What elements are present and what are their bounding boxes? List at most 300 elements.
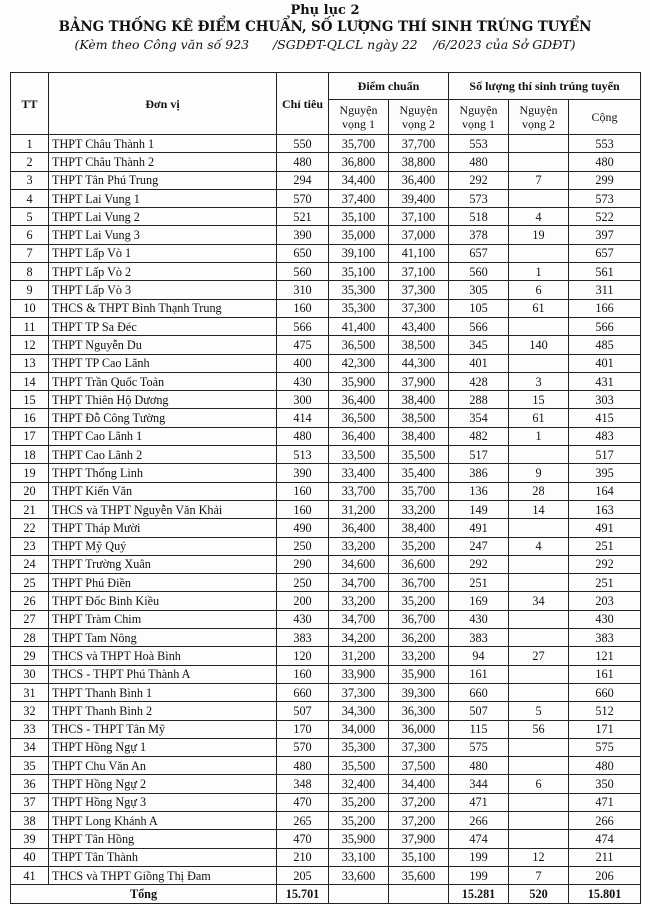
row-admitted-nv1: 199: [449, 866, 509, 884]
row-cutoff-nv2: 36,200: [389, 629, 449, 647]
row-total: 266: [569, 811, 641, 829]
col-header-quota: Chỉ tiêu: [277, 73, 329, 135]
row-unit: THPT Hồng Ngự 3: [49, 793, 277, 811]
row-total: 415: [569, 409, 641, 427]
row-cutoff-nv2: 37,100: [389, 263, 449, 281]
row-total: 573: [569, 189, 641, 207]
row-cutoff-nv1: 33,400: [329, 464, 389, 482]
row-total: 350: [569, 775, 641, 793]
row-admitted-nv2: 61: [509, 409, 569, 427]
row-admitted-nv1: 354: [449, 409, 509, 427]
row-quota: 400: [277, 354, 329, 372]
row-tt: 26: [11, 592, 49, 610]
row-total: 430: [569, 610, 641, 628]
row-quota: 205: [277, 866, 329, 884]
row-cutoff-nv1: 35,200: [329, 793, 389, 811]
row-quota: 160: [277, 482, 329, 500]
row-unit: THPT Lấp Vò 2: [49, 263, 277, 281]
row-cutoff-nv1: 35,300: [329, 738, 389, 756]
row-quota: 513: [277, 446, 329, 464]
row-tt: 36: [11, 775, 49, 793]
row-admitted-nv2: 1: [509, 427, 569, 445]
col-header-admitted-nv2: Nguyện vọng 2: [509, 100, 569, 135]
row-tt: 33: [11, 720, 49, 738]
row-cutoff-nv2: 33,200: [389, 500, 449, 518]
table-row: [11, 574, 641, 592]
table-row: [11, 757, 641, 775]
row-admitted-nv2: [509, 189, 569, 207]
row-cutoff-nv1: 35,100: [329, 208, 389, 226]
row-unit: THPT Châu Thành 1: [49, 135, 277, 153]
table-row: [11, 208, 641, 226]
row-unit: THPT Tam Nông: [49, 629, 277, 647]
row-cutoff-nv1: 39,100: [329, 244, 389, 262]
row-unit: THPT Tân Hồng: [49, 830, 277, 848]
row-tt: 2: [11, 153, 49, 171]
row-cutoff-nv2: 43,400: [389, 317, 449, 335]
row-quota: 160: [277, 500, 329, 518]
row-tt: 30: [11, 665, 49, 683]
row-quota: 290: [277, 555, 329, 573]
table-row: [11, 537, 641, 555]
row-total: 480: [569, 757, 641, 775]
row-unit: THPT Cao Lãnh 1: [49, 427, 277, 445]
row-tt: 16: [11, 409, 49, 427]
row-cutoff-nv2: 35,700: [389, 482, 449, 500]
table-row: [11, 446, 641, 464]
row-cutoff-nv2: 44,300: [389, 354, 449, 372]
row-tt: 14: [11, 372, 49, 390]
row-quota: 430: [277, 372, 329, 390]
row-quota: 383: [277, 629, 329, 647]
row-admitted-nv1: 94: [449, 647, 509, 665]
row-admitted-nv1: 169: [449, 592, 509, 610]
row-cutoff-nv2: 36,600: [389, 555, 449, 573]
row-admitted-nv1: 149: [449, 500, 509, 518]
row-cutoff-nv2: 37,300: [389, 281, 449, 299]
table-row: [11, 153, 641, 171]
row-total: 401: [569, 354, 641, 372]
row-admitted-nv2: 7: [509, 866, 569, 884]
row-quota: 430: [277, 610, 329, 628]
table-row: [11, 244, 641, 262]
row-admitted-nv1: 657: [449, 244, 509, 262]
row-quota: 650: [277, 244, 329, 262]
row-admitted-nv2: [509, 738, 569, 756]
row-total: 251: [569, 537, 641, 555]
row-cutoff-nv1: 35,700: [329, 135, 389, 153]
row-tt: 23: [11, 537, 49, 555]
row-cutoff-nv2: 35,500: [389, 446, 449, 464]
row-cutoff-nv2: 36,300: [389, 702, 449, 720]
row-total: 383: [569, 629, 641, 647]
row-cutoff-nv2: 35,600: [389, 866, 449, 884]
row-admitted-nv1: 480: [449, 757, 509, 775]
row-tt: 20: [11, 482, 49, 500]
row-admitted-nv2: [509, 244, 569, 262]
table-row: [11, 336, 641, 354]
row-quota: 507: [277, 702, 329, 720]
row-tt: 10: [11, 299, 49, 317]
row-cutoff-nv1: 37,400: [329, 189, 389, 207]
row-unit: THPT Chu Văn An: [49, 757, 277, 775]
row-unit: THPT Tân Phú Trung: [49, 171, 277, 189]
row-unit: THPT Tháp Mười: [49, 519, 277, 537]
totals-label: Tổng: [11, 885, 277, 904]
row-tt: 19: [11, 464, 49, 482]
row-admitted-nv1: 251: [449, 574, 509, 592]
row-tt: 40: [11, 848, 49, 866]
row-total: 561: [569, 263, 641, 281]
row-cutoff-nv2: 37,200: [389, 811, 449, 829]
table-row: [11, 555, 641, 573]
row-cutoff-nv1: 34,300: [329, 702, 389, 720]
row-cutoff-nv1: 36,400: [329, 391, 389, 409]
row-unit: THPT Đốc Binh Kiều: [49, 592, 277, 610]
row-total: 163: [569, 500, 641, 518]
row-tt: 17: [11, 427, 49, 445]
row-admitted-nv2: [509, 830, 569, 848]
row-admitted-nv1: 471: [449, 793, 509, 811]
table-row: [11, 683, 641, 701]
row-total: 206: [569, 866, 641, 884]
table-row: [11, 848, 641, 866]
row-total: 397: [569, 226, 641, 244]
row-tt: 6: [11, 226, 49, 244]
table-row: [11, 464, 641, 482]
row-quota: 470: [277, 830, 329, 848]
row-quota: 660: [277, 683, 329, 701]
row-admitted-nv2: 6: [509, 775, 569, 793]
row-tt: 7: [11, 244, 49, 262]
row-unit: THPT Thanh Bình 2: [49, 702, 277, 720]
row-admitted-nv2: 56: [509, 720, 569, 738]
table-row: [11, 500, 641, 518]
row-quota: 210: [277, 848, 329, 866]
row-admitted-nv2: [509, 446, 569, 464]
row-admitted-nv1: 305: [449, 281, 509, 299]
row-admitted-nv1: 247: [449, 537, 509, 555]
row-tt: 13: [11, 354, 49, 372]
row-total: 566: [569, 317, 641, 335]
row-unit: THPT Hồng Ngự 1: [49, 738, 277, 756]
row-cutoff-nv1: 34,700: [329, 574, 389, 592]
row-admitted-nv1: 292: [449, 555, 509, 573]
row-tt: 37: [11, 793, 49, 811]
appendix-label: Phụ lục 2: [290, 3, 360, 18]
row-admitted-nv2: 19: [509, 226, 569, 244]
row-admitted-nv2: 4: [509, 208, 569, 226]
row-cutoff-nv1: 31,200: [329, 647, 389, 665]
row-tt: 39: [11, 830, 49, 848]
row-cutoff-nv2: 37,200: [389, 793, 449, 811]
col-header-tt: TT: [11, 73, 49, 135]
row-tt: 41: [11, 866, 49, 884]
row-total: 491: [569, 519, 641, 537]
row-total: 431: [569, 372, 641, 390]
table-row: [11, 372, 641, 390]
table-row: [11, 299, 641, 317]
table-row: [11, 135, 641, 153]
table-row: [11, 519, 641, 537]
row-cutoff-nv2: 38,500: [389, 409, 449, 427]
row-unit: THPT Kiến Văn: [49, 482, 277, 500]
row-admitted-nv2: 7: [509, 171, 569, 189]
table-row: [11, 775, 641, 793]
row-quota: 348: [277, 775, 329, 793]
row-tt: 38: [11, 811, 49, 829]
row-cutoff-nv1: 42,300: [329, 354, 389, 372]
row-admitted-nv2: [509, 574, 569, 592]
admission-table: [10, 72, 641, 904]
row-cutoff-nv1: 35,900: [329, 830, 389, 848]
row-cutoff-nv2: 36,400: [389, 171, 449, 189]
row-admitted-nv2: [509, 793, 569, 811]
row-admitted-nv1: 288: [449, 391, 509, 409]
totals-quota: 15.701: [277, 885, 329, 904]
row-cutoff-nv2: 38,800: [389, 153, 449, 171]
row-cutoff-nv2: 37,900: [389, 830, 449, 848]
row-cutoff-nv1: 35,100: [329, 263, 389, 281]
table-row: [11, 720, 641, 738]
row-admitted-nv2: [509, 317, 569, 335]
row-unit: THPT Trường Xuân: [49, 555, 277, 573]
row-quota: 250: [277, 537, 329, 555]
table-row: [11, 738, 641, 756]
row-admitted-nv2: [509, 153, 569, 171]
row-quota: 550: [277, 135, 329, 153]
row-tt: 25: [11, 574, 49, 592]
totals-row: [11, 885, 641, 904]
row-tt: 22: [11, 519, 49, 537]
row-cutoff-nv1: 36,800: [329, 153, 389, 171]
row-quota: 160: [277, 665, 329, 683]
totals-empty-2: [389, 885, 449, 904]
table-row: [11, 427, 641, 445]
table-row: [11, 830, 641, 848]
row-total: 395: [569, 464, 641, 482]
row-quota: 294: [277, 171, 329, 189]
col-header-cutoff: Điểm chuẩn: [329, 73, 449, 100]
row-tt: 15: [11, 391, 49, 409]
row-admitted-nv2: 1: [509, 263, 569, 281]
row-unit: THPT Lai Vung 3: [49, 226, 277, 244]
document-title: BẢNG THỐNG KÊ ĐIỂM CHUẨN, SỐ LƯỢNG THÍ SINH TRÚNG TUYỂN: [58, 19, 592, 35]
row-quota: 560: [277, 263, 329, 281]
table-row: [11, 263, 641, 281]
row-admitted-nv2: 4: [509, 537, 569, 555]
totals-nv2: 520: [509, 885, 569, 904]
row-admitted-nv1: 292: [449, 171, 509, 189]
row-unit: THPT TP Cao Lãnh: [49, 354, 277, 372]
row-unit: THCS - THPT Tân Mỹ: [49, 720, 277, 738]
row-cutoff-nv2: 38,500: [389, 336, 449, 354]
row-unit: THPT Mỹ Quý: [49, 537, 277, 555]
row-admitted-nv1: 560: [449, 263, 509, 281]
row-total: 522: [569, 208, 641, 226]
row-admitted-nv2: [509, 135, 569, 153]
row-admitted-nv1: 553: [449, 135, 509, 153]
row-admitted-nv1: 517: [449, 446, 509, 464]
row-cutoff-nv2: 37,000: [389, 226, 449, 244]
row-cutoff-nv1: 36,400: [329, 427, 389, 445]
row-total: 483: [569, 427, 641, 445]
row-unit: THPT Thanh Bình 1: [49, 683, 277, 701]
row-unit: THPT Phú Điền: [49, 574, 277, 592]
row-cutoff-nv2: 37,500: [389, 757, 449, 775]
row-admitted-nv1: 386: [449, 464, 509, 482]
row-admitted-nv2: 27: [509, 647, 569, 665]
row-unit: THPT Tân Thành: [49, 848, 277, 866]
row-unit: THCS và THPT Giồng Thị Đam: [49, 866, 277, 884]
row-tt: 35: [11, 757, 49, 775]
row-cutoff-nv1: 36,400: [329, 519, 389, 537]
row-tt: 8: [11, 263, 49, 281]
row-cutoff-nv1: 33,100: [329, 848, 389, 866]
table-row: [11, 665, 641, 683]
row-cutoff-nv1: 33,500: [329, 446, 389, 464]
row-total: 303: [569, 391, 641, 409]
row-admitted-nv2: [509, 683, 569, 701]
row-cutoff-nv2: 33,200: [389, 647, 449, 665]
row-tt: 3: [11, 171, 49, 189]
row-quota: 200: [277, 592, 329, 610]
row-total: 512: [569, 702, 641, 720]
row-cutoff-nv2: 36,700: [389, 574, 449, 592]
row-tt: 31: [11, 683, 49, 701]
row-cutoff-nv2: 37,100: [389, 208, 449, 226]
row-unit: THCS & THPT Bình Thạnh Trung: [49, 299, 277, 317]
table-row: [11, 610, 641, 628]
row-total: 299: [569, 171, 641, 189]
row-quota: 170: [277, 720, 329, 738]
row-quota: 390: [277, 464, 329, 482]
row-admitted-nv1: 491: [449, 519, 509, 537]
row-total: 660: [569, 683, 641, 701]
row-cutoff-nv2: 37,300: [389, 738, 449, 756]
row-admitted-nv1: 115: [449, 720, 509, 738]
row-quota: 566: [277, 317, 329, 335]
row-admitted-nv2: [509, 354, 569, 372]
row-quota: 250: [277, 574, 329, 592]
row-unit: THPT Lấp Vò 1: [49, 244, 277, 262]
row-unit: THPT Tràm Chim: [49, 610, 277, 628]
row-cutoff-nv2: 37,900: [389, 372, 449, 390]
row-admitted-nv1: 401: [449, 354, 509, 372]
row-cutoff-nv1: 33,600: [329, 866, 389, 884]
row-quota: 300: [277, 391, 329, 409]
row-cutoff-nv1: 35,500: [329, 757, 389, 775]
row-unit: THPT Hồng Ngự 2: [49, 775, 277, 793]
table-row: [11, 281, 641, 299]
row-unit: THPT Châu Thành 2: [49, 153, 277, 171]
row-cutoff-nv2: 35,100: [389, 848, 449, 866]
table-row: [11, 171, 641, 189]
row-total: 517: [569, 446, 641, 464]
row-admitted-nv1: 378: [449, 226, 509, 244]
row-quota: 480: [277, 427, 329, 445]
table-row: [11, 592, 641, 610]
document-subtitle: (Kèm theo Công văn số 923 /SGDĐT-QLCL ngày 22 /6/2023 của Sở GDĐT): [74, 37, 576, 52]
row-cutoff-nv1: 35,300: [329, 299, 389, 317]
row-admitted-nv1: 345: [449, 336, 509, 354]
row-cutoff-nv2: 41,100: [389, 244, 449, 262]
row-cutoff-nv1: 34,000: [329, 720, 389, 738]
row-cutoff-nv2: 38,400: [389, 427, 449, 445]
col-header-total: Cộng: [569, 100, 641, 135]
row-admitted-nv1: 575: [449, 738, 509, 756]
row-tt: 4: [11, 189, 49, 207]
row-cutoff-nv2: 36,000: [389, 720, 449, 738]
document-header: [0, 0, 650, 53]
row-cutoff-nv1: 34,200: [329, 629, 389, 647]
row-cutoff-nv2: 34,400: [389, 775, 449, 793]
row-quota: 310: [277, 281, 329, 299]
row-quota: 570: [277, 189, 329, 207]
row-tt: 28: [11, 629, 49, 647]
row-total: 251: [569, 574, 641, 592]
row-quota: 390: [277, 226, 329, 244]
row-tt: 21: [11, 500, 49, 518]
table-row: [11, 317, 641, 335]
totals-sum: 15.801: [569, 885, 641, 904]
row-total: 203: [569, 592, 641, 610]
row-quota: 120: [277, 647, 329, 665]
row-tt: 11: [11, 317, 49, 335]
row-cutoff-nv1: 36,500: [329, 336, 389, 354]
table-row: [11, 866, 641, 884]
row-cutoff-nv1: 33,200: [329, 537, 389, 555]
row-cutoff-nv1: 34,600: [329, 555, 389, 573]
row-admitted-nv2: 61: [509, 299, 569, 317]
row-admitted-nv2: 3: [509, 372, 569, 390]
row-tt: 24: [11, 555, 49, 573]
row-quota: 470: [277, 793, 329, 811]
row-total: 471: [569, 793, 641, 811]
row-unit: THPT Long Khánh A: [49, 811, 277, 829]
row-cutoff-nv1: 31,200: [329, 500, 389, 518]
row-cutoff-nv1: 33,200: [329, 592, 389, 610]
totals-empty-1: [329, 885, 389, 904]
row-total: 121: [569, 647, 641, 665]
totals-nv1: 15.281: [449, 885, 509, 904]
col-header-admitted: Số lượng thí sinh trúng tuyển: [449, 73, 641, 100]
col-header-admitted-nv1: Nguyện vọng 1: [449, 100, 509, 135]
row-cutoff-nv1: 32,400: [329, 775, 389, 793]
row-admitted-nv1: 518: [449, 208, 509, 226]
row-unit: THPT Lấp Vò 3: [49, 281, 277, 299]
row-unit: THCS và THPT Nguyễn Văn Khải: [49, 500, 277, 518]
row-quota: 475: [277, 336, 329, 354]
row-total: 474: [569, 830, 641, 848]
row-unit: THPT Trần Quốc Toản: [49, 372, 277, 390]
row-cutoff-nv1: 35,200: [329, 811, 389, 829]
row-quota: 414: [277, 409, 329, 427]
row-admitted-nv1: 136: [449, 482, 509, 500]
row-admitted-nv2: [509, 665, 569, 683]
row-cutoff-nv1: 35,000: [329, 226, 389, 244]
row-total: 171: [569, 720, 641, 738]
row-admitted-nv2: 28: [509, 482, 569, 500]
row-admitted-nv2: 12: [509, 848, 569, 866]
row-cutoff-nv2: 39,300: [389, 683, 449, 701]
row-admitted-nv2: 14: [509, 500, 569, 518]
row-cutoff-nv1: 34,400: [329, 171, 389, 189]
row-total: 575: [569, 738, 641, 756]
row-admitted-nv1: 161: [449, 665, 509, 683]
row-admitted-nv1: 482: [449, 427, 509, 445]
col-header-unit: Đơn vị: [49, 73, 277, 135]
